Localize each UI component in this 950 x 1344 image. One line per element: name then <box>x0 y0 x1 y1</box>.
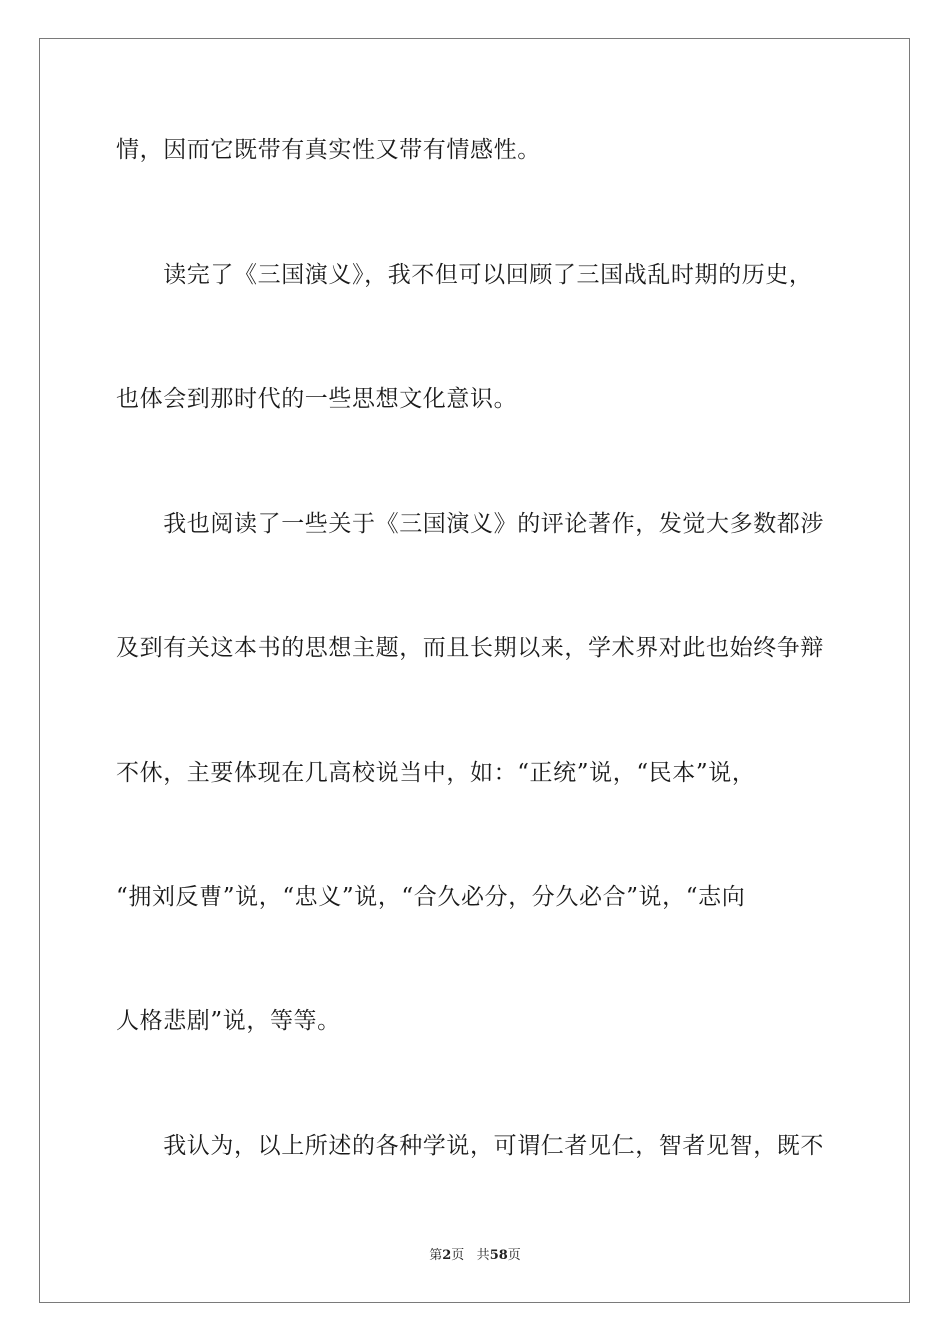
total-pages: 58 <box>489 1248 508 1263</box>
text-line-8: 人格悲剧”说，等等。 <box>116 1008 341 1034</box>
page-prefix: 第 <box>429 1248 443 1263</box>
text-line-2: 读完了《三国演义》，我不但可以回顾了三国战乱时期的历史， <box>116 262 813 288</box>
total-suffix: 页 <box>507 1248 521 1263</box>
total-prefix: 共 <box>476 1248 490 1263</box>
text-line-7: “拥刘反曹”说，“忠义”说，“合久必分，分久必合”说，“志向 <box>116 884 746 910</box>
text-line-1: 情，因而它既带有真实性又带有情感性。 <box>116 137 541 163</box>
page-number: 2 <box>442 1248 452 1263</box>
text-line-3: 也体会到那时代的一些思想文化意识。 <box>116 386 518 412</box>
page-border <box>39 38 910 1303</box>
text-line-4: 我也阅读了一些关于《三国演义》的评论著作，发觉大多数都涉 <box>116 511 824 537</box>
text-line-5: 及到有关这本书的思想主题，而且长期以来，学术界对此也始终争辩 <box>116 635 824 661</box>
text-line-9: 我认为，以上所述的各种学说，可谓仁者见仁，智者见智，既不 <box>116 1133 824 1159</box>
page-suffix: 页 <box>451 1248 465 1263</box>
text-line-6: 不休，主要体现在几高校说当中，如：“正统”说，“民本”说， <box>116 760 756 786</box>
page-footer <box>0 1247 950 1265</box>
